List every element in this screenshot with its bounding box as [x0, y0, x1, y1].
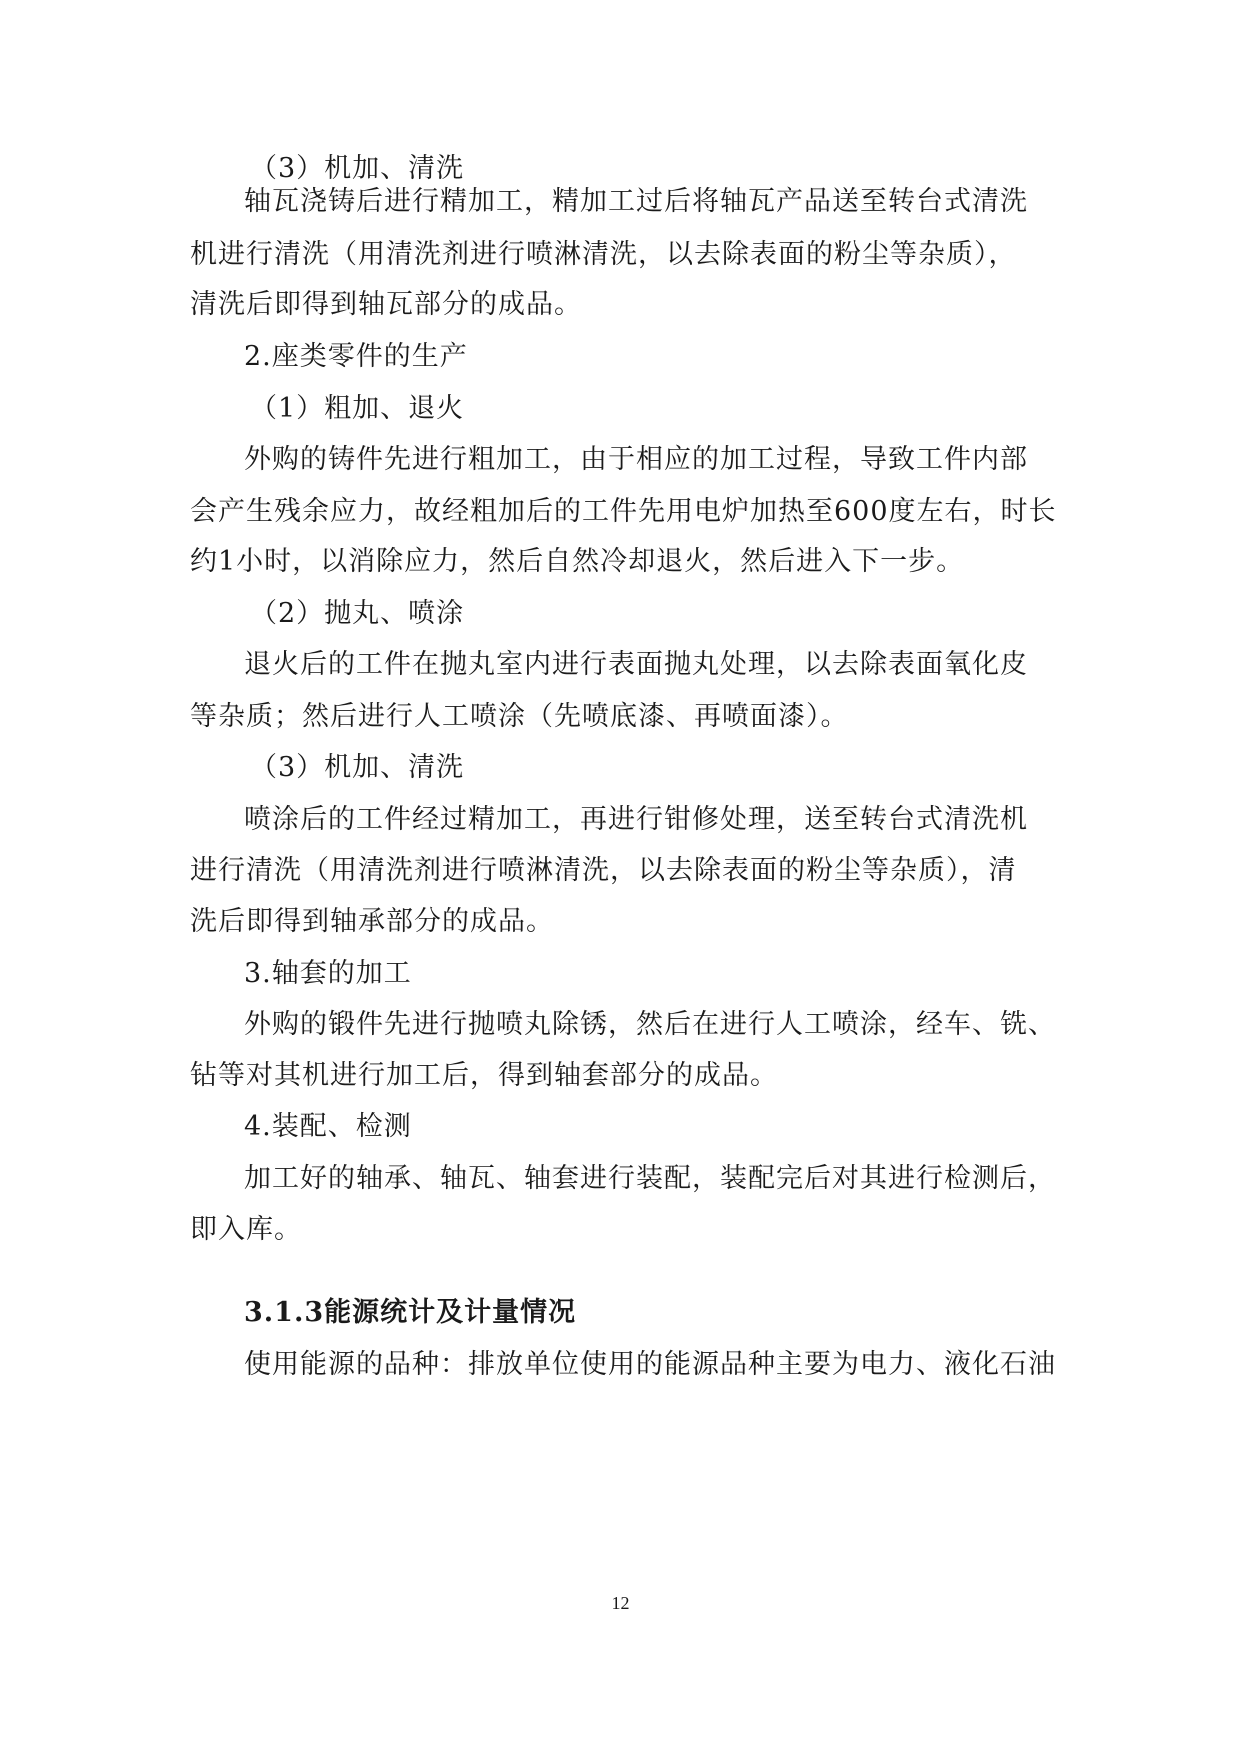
- section-heading-assembly-testing: 4.装配、检测: [244, 1111, 412, 1142]
- subsection-heading-machining-cleaning-1: （3）机加、清洗: [250, 153, 465, 184]
- paragraph-line: 钻等对其机进行加工后，得到轴套部分的成品。: [190, 1060, 778, 1091]
- paragraph-line: 机进行清洗（用清洗剂进行喷淋清洗，以去除表面的粉尘等杂质），: [190, 239, 1017, 270]
- page-number: 12: [611, 1593, 630, 1613]
- subsection-heading-machining-cleaning-2: （3）机加、清洗: [250, 752, 465, 783]
- paragraph-line: 等杂质；然后进行人工喷涂（先喷底漆、再喷面漆）。: [190, 701, 849, 732]
- paragraph-line: 会产生残余应力，故经粗加后的工件先用电炉加热至600度左右，时长: [190, 496, 1057, 527]
- paragraph-line: 退火后的工件在抛丸室内进行表面抛丸处理，以去除表面氧化皮: [244, 649, 1028, 680]
- paragraph-line: 进行清洗（用清洗剂进行喷淋清洗，以去除表面的粉尘等杂质），清: [190, 855, 1017, 886]
- paragraph-line: 喷涂后的工件经过精加工，再进行钳修处理，送至转台式清洗机: [244, 804, 1028, 835]
- paragraph-line: 轴瓦浇铸后进行精加工，精加工过后将轴瓦产品送至转台式清洗: [244, 186, 1028, 217]
- section-heading-seat-parts: 2.座类零件的生产: [244, 341, 468, 372]
- paragraph-line: 外购的铸件先进行粗加工，由于相应的加工过程，导致工件内部: [244, 444, 1028, 475]
- subsection-heading-shot-blasting-spraying: （2）抛丸、喷涂: [250, 598, 465, 629]
- subsection-heading-rough-annealing: （1）粗加、退火: [250, 393, 465, 424]
- section-heading-sleeve-machining: 3.轴套的加工: [244, 958, 412, 989]
- paragraph-line: 清洗后即得到轴瓦部分的成品。: [190, 289, 582, 320]
- paragraph-line: 加工好的轴承、轴瓦、轴套进行装配，装配完后对其进行检测后，: [244, 1163, 1056, 1194]
- paragraph-line: 使用能源的品种：排放单位使用的能源品种主要为电力、液化石油: [244, 1349, 1056, 1380]
- paragraph-line: 约1小时，以消除应力，然后自然冷却退火，然后进入下一步。: [190, 546, 965, 577]
- paragraph-line: 洗后即得到轴承部分的成品。: [190, 906, 554, 937]
- section-heading-energy-statistics: 3.1.3能源统计及计量情况: [244, 1297, 577, 1328]
- paragraph-line: 即入库。: [190, 1214, 302, 1245]
- paragraph-line: 外购的锻件先进行抛喷丸除锈，然后在进行人工喷涂，经车、铣、: [244, 1009, 1056, 1040]
